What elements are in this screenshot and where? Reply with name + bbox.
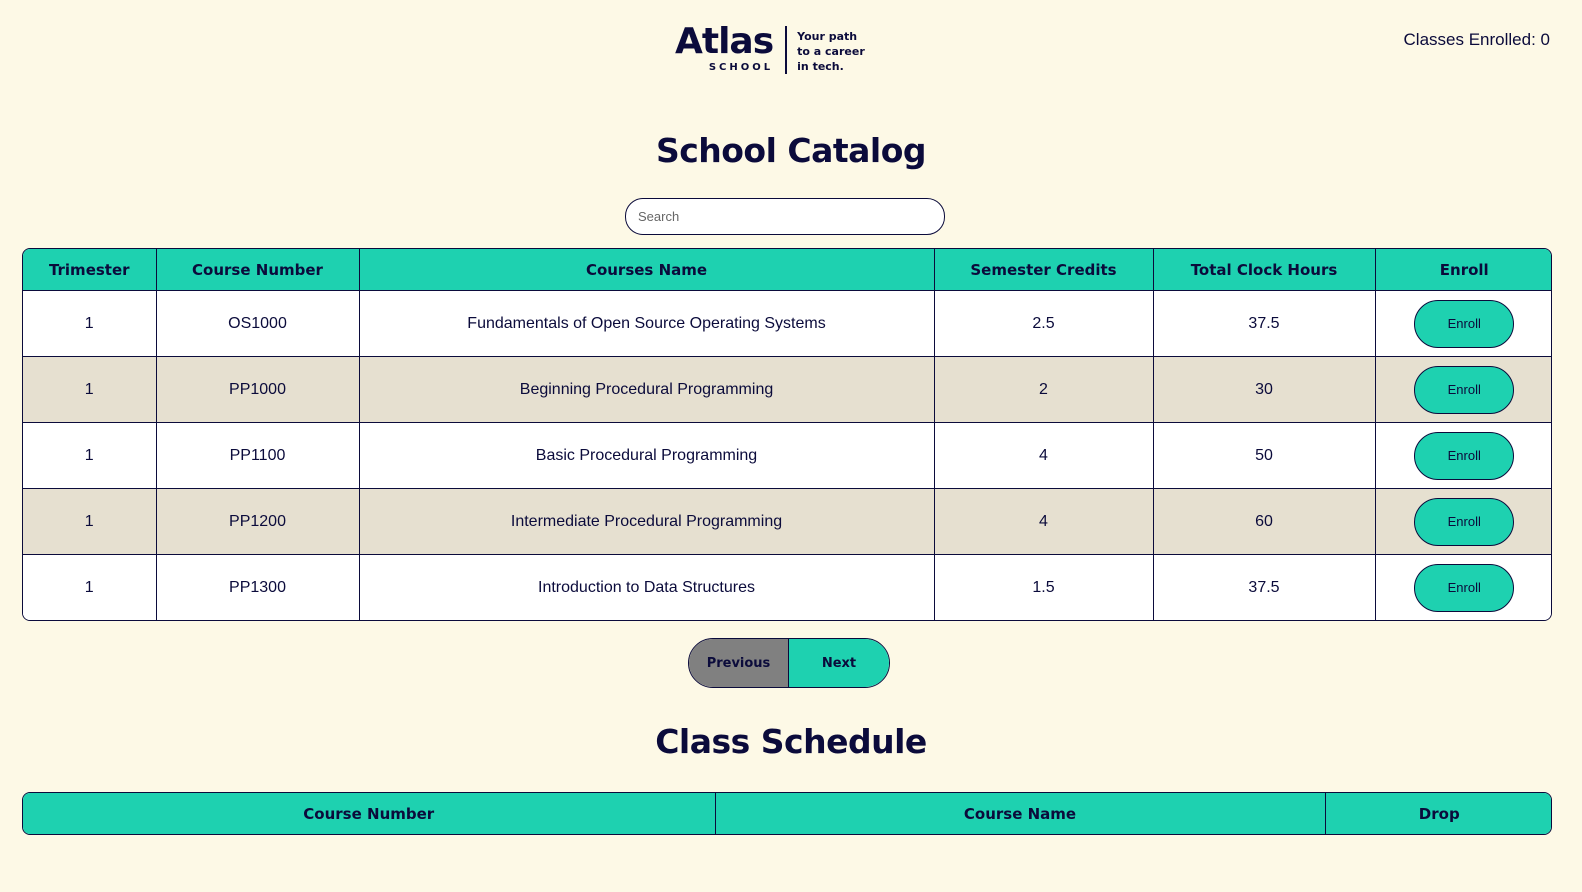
column-header-course-number: Course Number [156,249,359,291]
atlas-school-logo [675,21,865,74]
schedule-title: Class Schedule [655,722,927,761]
cell-enroll [1375,423,1552,489]
table-row [23,423,1552,489]
cell-course-number: PP1000 [156,357,359,423]
header [0,0,1582,120]
cell-credits: 2 [934,357,1153,423]
enroll-button[interactable]: Enroll [1414,300,1514,348]
previous-page-button[interactable]: Previous [689,639,789,687]
cell-course-number: PP1200 [156,489,359,555]
pagination-controls [688,638,890,688]
schedule-header-row [23,793,1552,834]
table-row [23,555,1552,621]
cell-credits: 4 [934,423,1153,489]
column-header-drop: Drop [1325,793,1552,834]
cell-hours: 37.5 [1153,291,1375,357]
logo-divider [785,26,787,74]
tagline-line: to a career [797,45,865,58]
column-header-course-number: Course Number [23,793,715,834]
column-header-semester-credits: Semester Credits [934,249,1153,291]
column-header-total-clock-hours: Total Clock Hours [1153,249,1375,291]
cell-course-name: Basic Procedural Programming [359,423,934,489]
cell-credits: 2.5 [934,291,1153,357]
cell-hours: 37.5 [1153,555,1375,621]
cell-course-name: Fundamentals of Open Source Operating Systems [359,291,934,357]
cell-trimester: 1 [23,489,156,555]
column-header-course-name: Course Name [715,793,1325,834]
cell-enroll [1375,357,1552,423]
cell-enroll [1375,555,1552,621]
catalog-title: School Catalog [655,131,927,170]
table-row [23,489,1552,555]
column-header-trimester: Trimester [23,249,156,291]
classes-enrolled-count: Classes Enrolled: 0 [1403,30,1550,49]
logo-tagline [797,29,865,74]
column-header-enroll: Enroll [1375,249,1552,291]
enroll-button[interactable]: Enroll [1414,564,1514,612]
table-row [23,291,1552,357]
logo-main-text: Atlas [675,21,774,62]
catalog-table [22,248,1552,621]
enroll-button[interactable]: Enroll [1414,366,1514,414]
cell-course-number: PP1300 [156,555,359,621]
table-row [23,357,1552,423]
schedule-table [22,792,1552,835]
logo-sub-text: SCHOOL [708,62,774,73]
cell-trimester: 1 [23,423,156,489]
cell-hours: 60 [1153,489,1375,555]
cell-trimester: 1 [23,291,156,357]
logo-wordmark [675,21,774,73]
cell-enroll [1375,291,1552,357]
cell-course-name: Beginning Procedural Programming [359,357,934,423]
cell-course-number: OS1000 [156,291,359,357]
cell-course-name: Intermediate Procedural Programming [359,489,934,555]
cell-trimester: 1 [23,555,156,621]
cell-hours: 50 [1153,423,1375,489]
cell-credits: 1.5 [934,555,1153,621]
cell-course-name: Introduction to Data Structures [359,555,934,621]
search-input[interactable] [625,198,945,235]
cell-enroll [1375,489,1552,555]
cell-course-number: PP1100 [156,423,359,489]
cell-credits: 4 [934,489,1153,555]
column-header-courses-name: Courses Name [359,249,934,291]
search-container [625,198,945,235]
catalog-header-row [23,249,1552,291]
enroll-button[interactable]: Enroll [1414,498,1514,546]
tagline-line: in tech. [797,60,844,73]
cell-trimester: 1 [23,357,156,423]
tagline-line: Your path [797,30,858,43]
next-page-button[interactable]: Next [789,639,889,687]
cell-hours: 30 [1153,357,1375,423]
enroll-button[interactable]: Enroll [1414,432,1514,480]
